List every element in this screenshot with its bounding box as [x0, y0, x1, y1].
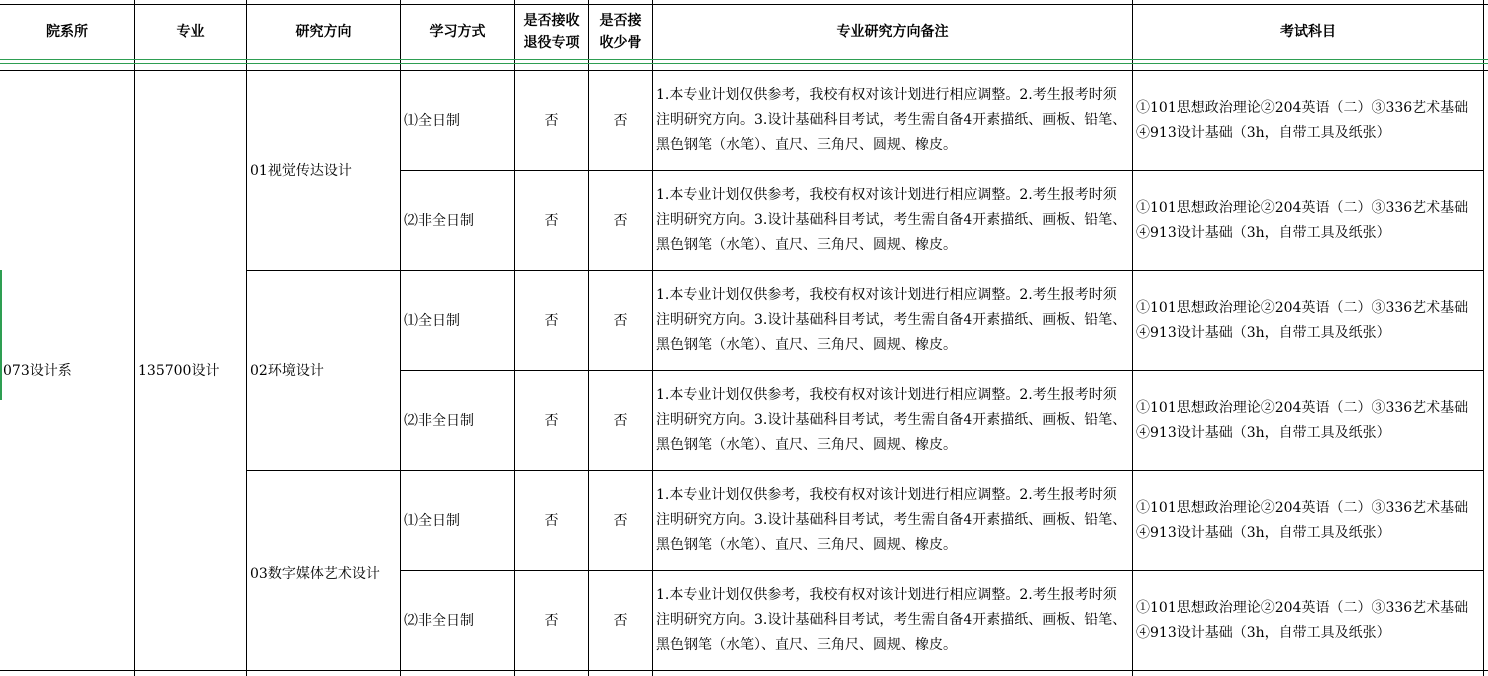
minority-cell[interactable]: 否 — [613, 512, 628, 529]
direction-cell[interactable]: 02环境设计 — [250, 362, 324, 379]
notes-cell[interactable]: 1.本专业计划仅供参考，我校有权对该计划进行相应调整。2.考生报考时须注明研究方向。3.设计基础科目考试，考生需自备4开素描纸、画板、铅笔、黑色钢笔（水笔）、直尺、三角尺、圆规、橡皮。 — [656, 87, 1127, 153]
exam-cell[interactable]: ①101思想政治理论②204英语（二）③336艺术基础④913设计基础（3h，自带工具及纸张） — [1136, 99, 1469, 141]
minority-cell[interactable]: 否 — [613, 312, 628, 329]
veteran-cell[interactable]: 否 — [544, 312, 559, 329]
minority-cell[interactable]: 否 — [613, 112, 628, 129]
header-veteran[interactable]: 是否接收退役专项 — [523, 13, 580, 51]
department-cell[interactable]: 073设计系 — [3, 362, 72, 379]
notes-cell[interactable]: 1.本专业计划仅供参考，我校有权对该计划进行相应调整。2.考生报考时须注明研究方向。3.设计基础科目考试，考生需自备4开素描纸、画板、铅笔、黑色钢笔（水笔）、直尺、三角尺、圆规、橡皮。 — [656, 187, 1127, 253]
notes-cell[interactable]: 1.本专业计划仅供参考，我校有权对该计划进行相应调整。2.考生报考时须注明研究方向。3.设计基础科目考试，考生需自备4开素描纸、画板、铅笔、黑色钢笔（水笔）、直尺、三角尺、圆规、橡皮。 — [656, 487, 1127, 553]
notes-cell[interactable]: 1.本专业计划仅供参考，我校有权对该计划进行相应调整。2.考生报考时须注明研究方向。3.设计基础科目考试，考生需自备4开素描纸、画板、铅笔、黑色钢笔（水笔）、直尺、三角尺、圆规、橡皮。 — [656, 387, 1127, 453]
exam-cell[interactable]: ①101思想政治理论②204英语（二）③336艺术基础④913设计基础（3h，自带工具及纸张） — [1136, 399, 1469, 441]
major-cell[interactable]: 135700设计 — [138, 362, 220, 379]
veteran-cell[interactable]: 否 — [544, 412, 559, 429]
header-direction[interactable]: 研究方向 — [295, 24, 352, 40]
study-mode-cell[interactable]: ⑵非全日制 — [404, 212, 474, 229]
veteran-cell[interactable]: 否 — [544, 112, 559, 129]
exam-cell[interactable]: ①101思想政治理论②204英语（二）③336艺术基础④913设计基础（3h，自带工具及纸张） — [1136, 599, 1469, 641]
header-department[interactable]: 院系所 — [46, 24, 88, 40]
veteran-cell[interactable]: 否 — [544, 512, 559, 529]
study-mode-cell[interactable]: ⑴全日制 — [404, 512, 460, 529]
header-minority[interactable]: 是否接收少骨 — [599, 13, 642, 51]
exam-cell[interactable]: ①101思想政治理论②204英语（二）③336艺术基础④913设计基础（3h，自带工具及纸张） — [1136, 299, 1469, 341]
veteran-cell[interactable]: 否 — [544, 212, 559, 229]
direction-cell[interactable]: 03数字媒体艺术设计 — [250, 565, 380, 582]
veteran-cell[interactable]: 否 — [544, 612, 559, 629]
notes-cell[interactable]: 1.本专业计划仅供参考，我校有权对该计划进行相应调整。2.考生报考时须注明研究方向。3.设计基础科目考试，考生需自备4开素描纸、画板、铅笔、黑色钢笔（水笔）、直尺、三角尺、圆规、橡皮。 — [656, 587, 1127, 653]
minority-cell[interactable]: 否 — [613, 612, 628, 629]
minority-cell[interactable]: 否 — [613, 412, 628, 429]
exam-cell[interactable]: ①101思想政治理论②204英语（二）③336艺术基础④913设计基础（3h，自带工具及纸张） — [1136, 199, 1469, 241]
row-divider — [0, 670, 1488, 671]
col-divider — [1483, 0, 1484, 676]
study-mode-cell[interactable]: ⑵非全日制 — [404, 612, 474, 629]
header-study-mode[interactable]: 学习方式 — [429, 24, 486, 40]
row-divider — [0, 63, 1488, 64]
study-mode-cell[interactable]: ⑵非全日制 — [404, 412, 474, 429]
exam-cell[interactable]: ①101思想政治理论②204英语（二）③336艺术基础④913设计基础（3h，自带工具及纸张） — [1136, 499, 1469, 541]
direction-cell[interactable]: 01视觉传达设计 — [250, 162, 352, 179]
study-mode-cell[interactable]: ⑴全日制 — [404, 312, 460, 329]
row-divider — [0, 59, 1488, 60]
notes-cell[interactable]: 1.本专业计划仅供参考，我校有权对该计划进行相应调整。2.考生报考时须注明研究方向。3.设计基础科目考试，考生需自备4开素描纸、画板、铅笔、黑色钢笔（水笔）、直尺、三角尺、圆规、橡皮。 — [656, 287, 1127, 353]
header-major[interactable]: 专业 — [176, 24, 205, 40]
header-notes[interactable]: 专业研究方向备注 — [836, 24, 949, 40]
header-exam-subjects[interactable]: 考试科目 — [1280, 24, 1336, 40]
study-mode-cell[interactable]: ⑴全日制 — [404, 112, 460, 129]
minority-cell[interactable]: 否 — [613, 212, 628, 229]
